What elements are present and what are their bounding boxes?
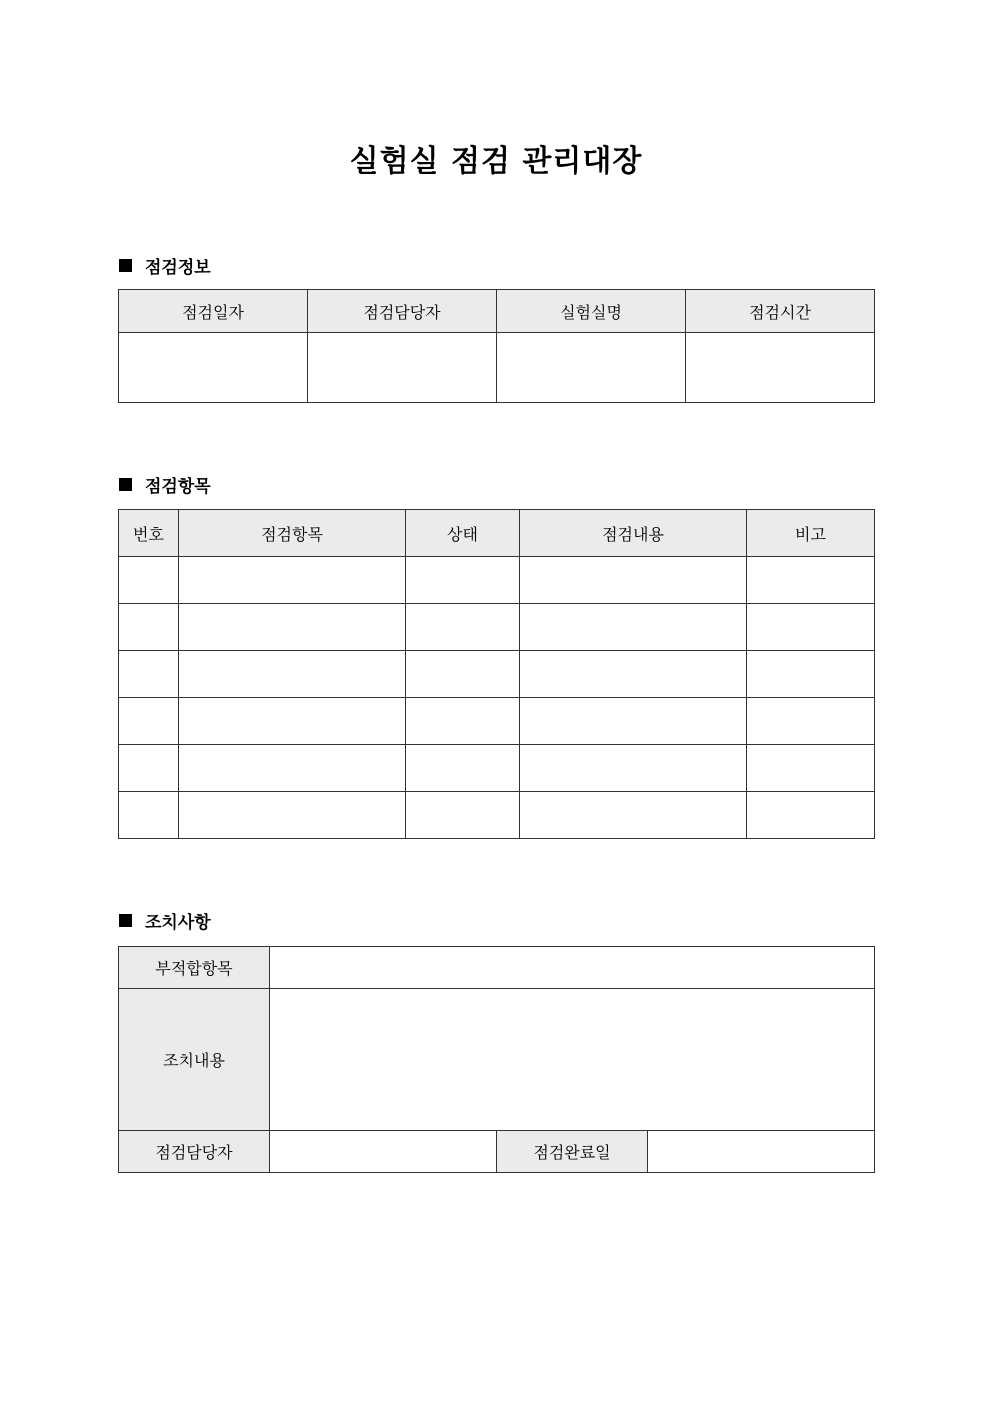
number-cell[interactable] — [119, 792, 179, 839]
inspection-date-cell[interactable] — [119, 333, 308, 403]
remarks-cell[interactable] — [747, 557, 875, 604]
content-cell[interactable] — [520, 698, 747, 745]
status-cell[interactable] — [406, 557, 520, 604]
content-cell[interactable] — [520, 604, 747, 651]
item-cell[interactable] — [179, 604, 406, 651]
status-cell[interactable] — [406, 792, 520, 839]
item-cell[interactable] — [179, 557, 406, 604]
number-cell[interactable] — [119, 745, 179, 792]
inspection-items-table — [118, 509, 875, 839]
item-cell[interactable] — [179, 745, 406, 792]
content-cell[interactable] — [520, 557, 747, 604]
nonconforming-item-cell[interactable] — [270, 947, 875, 989]
header-inspection-date: 점검일자 — [119, 290, 308, 333]
section-heading-info — [119, 253, 211, 277]
remarks-cell[interactable] — [747, 792, 875, 839]
header-inspector: 점검담당자 — [308, 290, 497, 333]
header-inspection-content: 점검내용 — [520, 510, 747, 557]
action-content-cell[interactable] — [270, 989, 875, 1131]
table-row — [119, 792, 875, 839]
status-cell[interactable] — [406, 698, 520, 745]
remarks-cell[interactable] — [747, 604, 875, 651]
header-lab-name: 실험실명 — [497, 290, 686, 333]
number-cell[interactable] — [119, 604, 179, 651]
completion-date-label: 점검완료일 — [497, 1131, 648, 1173]
remarks-cell[interactable] — [747, 698, 875, 745]
table-row — [119, 698, 875, 745]
number-cell[interactable] — [119, 651, 179, 698]
action-content-label: 조치내용 — [119, 989, 270, 1131]
content-cell[interactable] — [520, 745, 747, 792]
header-remarks: 비고 — [747, 510, 875, 557]
header-number: 번호 — [119, 510, 179, 557]
inspector-signature-cell[interactable] — [270, 1131, 497, 1173]
inspection-time-cell[interactable] — [686, 333, 875, 403]
item-cell[interactable] — [179, 792, 406, 839]
item-cell[interactable] — [179, 651, 406, 698]
table-row — [119, 745, 875, 792]
section-heading-label: 조치사항 — [145, 912, 211, 933]
section-heading-action — [119, 908, 211, 932]
status-cell[interactable] — [406, 745, 520, 792]
corrective-action-table — [118, 946, 875, 1173]
content-cell[interactable] — [520, 792, 747, 839]
completion-date-cell[interactable] — [648, 1131, 875, 1173]
number-cell[interactable] — [119, 557, 179, 604]
section-heading-label: 점검정보 — [145, 257, 211, 278]
table-row — [119, 604, 875, 651]
square-bullet-icon — [119, 478, 132, 491]
remarks-cell[interactable] — [747, 745, 875, 792]
header-status: 상태 — [406, 510, 520, 557]
square-bullet-icon — [119, 914, 132, 927]
number-cell[interactable] — [119, 698, 179, 745]
inspection-info-table — [118, 289, 875, 403]
status-cell[interactable] — [406, 604, 520, 651]
item-cell[interactable] — [179, 698, 406, 745]
nonconforming-item-label: 부적합항목 — [119, 947, 270, 989]
header-inspection-time: 점검시간 — [686, 290, 875, 333]
lab-name-cell[interactable] — [497, 333, 686, 403]
inspector-cell[interactable] — [308, 333, 497, 403]
square-bullet-icon — [119, 259, 132, 272]
content-cell[interactable] — [520, 651, 747, 698]
status-cell[interactable] — [406, 651, 520, 698]
section-heading-items — [119, 472, 211, 496]
section-heading-label: 점검항목 — [145, 476, 211, 497]
page-title: 실험실 점검 관리대장 — [349, 144, 643, 179]
table-row — [119, 651, 875, 698]
table-row — [119, 557, 875, 604]
inspector-label: 점검담당자 — [119, 1131, 270, 1173]
remarks-cell[interactable] — [747, 651, 875, 698]
header-inspection-item: 점검항목 — [179, 510, 406, 557]
